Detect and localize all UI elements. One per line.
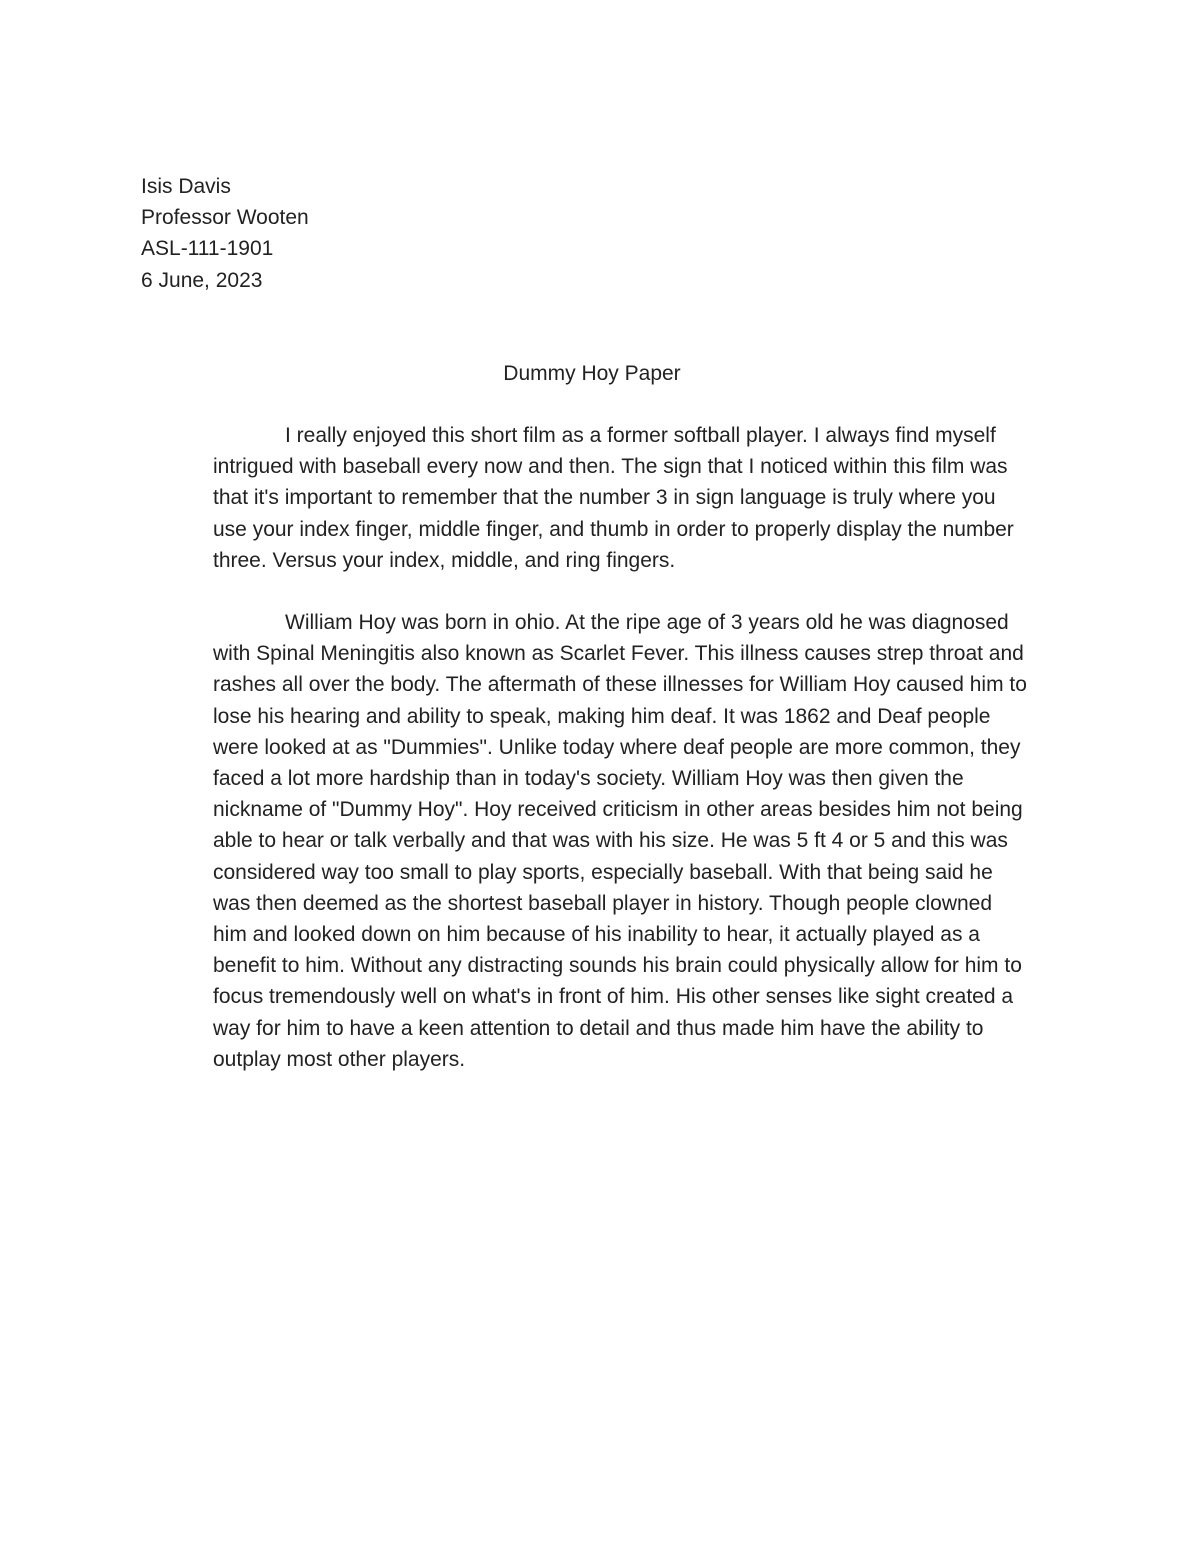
paragraph-line: benefit to him. Without any distracting sounds his brain could physically allow for him to <box>213 954 1022 978</box>
paragraph-line: intrigued with baseball every now and then. The sign that I noticed within this film was <box>213 455 1008 479</box>
paragraph-line: able to hear or talk verbally and that was with his size. He was 5 ft 4 or 5 and this was <box>213 829 1008 853</box>
paragraph-line: rashes all over the body. The aftermath of these illnesses for William Hoy caused him to <box>213 673 1027 697</box>
header-block <box>141 171 1061 296</box>
paragraph-line: I really enjoyed this short film as a former softball player. I always find myself <box>285 424 996 448</box>
paragraph-line: faced a lot more hardship than in today's society. William Hoy was then given the <box>213 767 964 791</box>
paragraph-line: William Hoy was born in ohio. At the ripe age of 3 years old he was diagnosed <box>285 611 1009 635</box>
course-code: ASL-111-1901 <box>141 237 274 261</box>
paragraph-line: focus tremendously well on what's in front of him. His other senses like sight created a <box>213 985 1014 1009</box>
paragraph-line: was then deemed as the shortest baseball player in history. Though people clowned <box>213 891 993 915</box>
paragraph-1 <box>141 420 1061 576</box>
paragraph-line: way for him to have a keen attention to detail and thus made him have the ability to <box>213 1016 984 1040</box>
student-name: Isis Davis <box>141 175 231 198</box>
paragraph-line: were looked at as "Dummies". Unlike today where deaf people are more common, they <box>213 735 1021 759</box>
paragraph-line: considered way too small to play sports, especially baseball. With that being said he <box>213 860 993 884</box>
paper-date: 6 June, 2023 <box>141 268 263 292</box>
paragraph-line: outplay most other players. <box>213 1047 466 1071</box>
paragraph-line: that it's important to remember that the number 3 in sign language is truly where you <box>213 486 996 510</box>
paragraph-line: three. Versus your index, middle, and ring fingers. <box>213 548 676 572</box>
paragraph-line: lose his hearing and ability to speak, making him deaf. It was 1862 and Deaf people <box>213 704 991 728</box>
paragraph-line: him and looked down on him because of his inability to hear, it actually played as a <box>213 923 980 947</box>
paragraph-2 <box>141 607 1061 1075</box>
spacer <box>141 389 1061 420</box>
document-body <box>141 171 1061 1075</box>
paper-title: Dummy Hoy Paper <box>503 361 681 385</box>
professor-name: Professor Wooten <box>141 206 309 230</box>
paragraph-line: nickname of "Dummy Hoy". Hoy received criticism in other areas besides him not being <box>213 798 1023 822</box>
paragraph-line: use your index finger, middle finger, and thumb in order to properly display the number <box>213 517 1014 541</box>
paragraph-line: with Spinal Meningitis also known as Scarlet Fever. This illness causes strep throat and <box>213 642 1024 666</box>
